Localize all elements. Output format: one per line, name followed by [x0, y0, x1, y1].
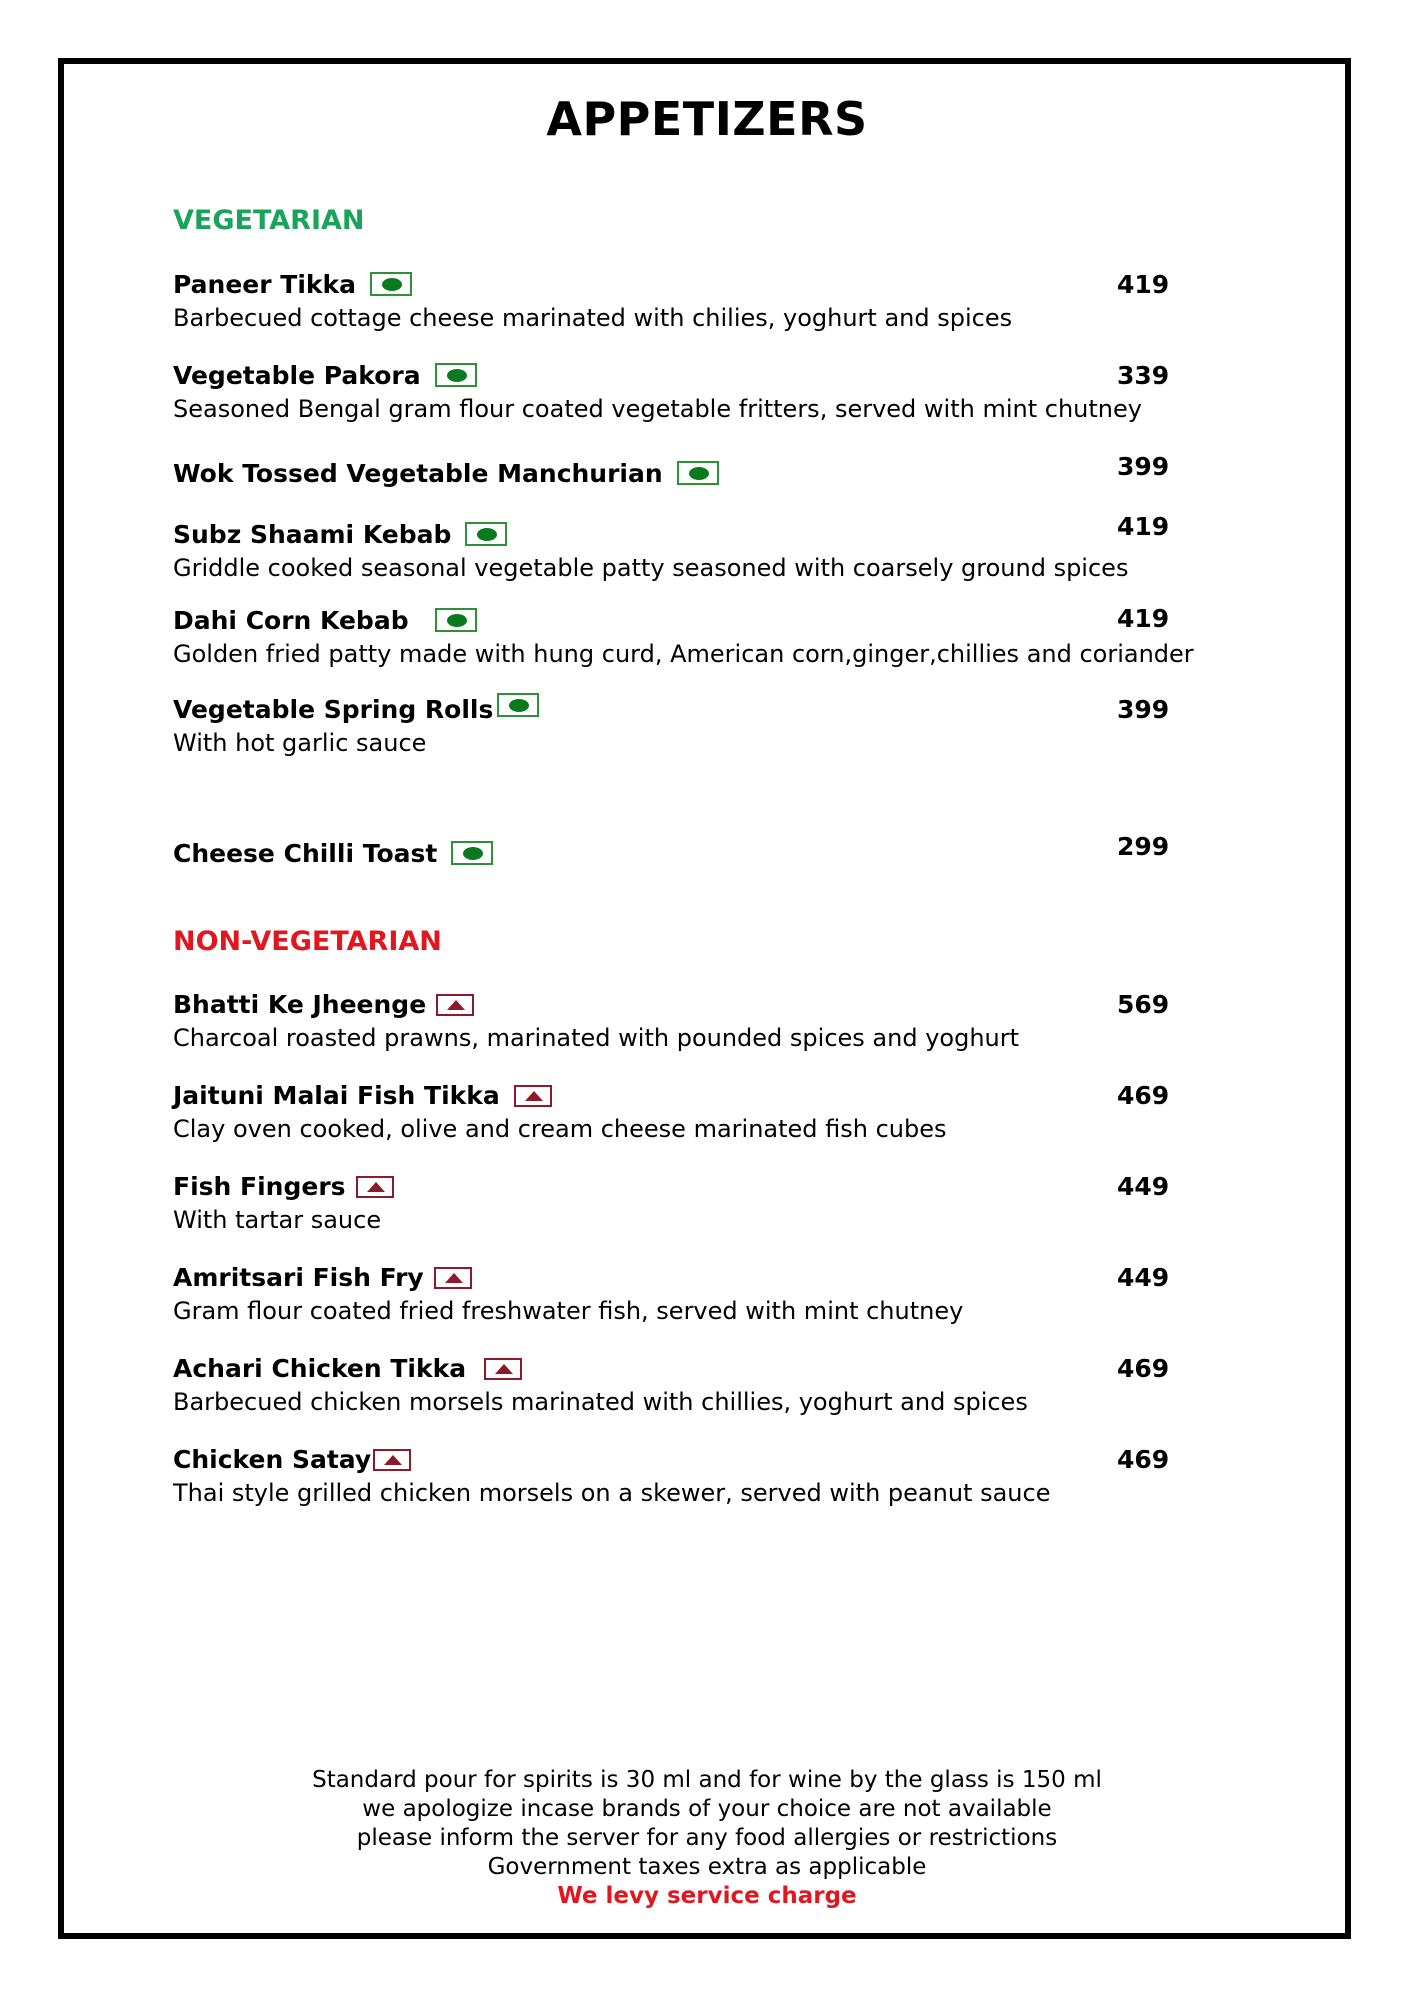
footer-pour-note: Standard pour for spirits is 30 ml and for wine by the glass is 150 ml [312, 1767, 1102, 1793]
footer-taxes-note: Government taxes extra as applicable [487, 1854, 927, 1880]
menu-item [173, 1261, 1223, 1327]
item-price: 339 [1117, 361, 1170, 390]
item-name: Dahi Corn Kebab [173, 606, 409, 635]
item-name: Subz Shaami Kebab [173, 520, 452, 549]
item-name: Jaituni Malai Fish Tikka [173, 1081, 500, 1110]
item-price: 299 [1117, 832, 1170, 861]
item-description: Charcoal roasted prawns, marinated with pounded spices and yoghurt [173, 1024, 1020, 1052]
veg-symbol-icon [435, 608, 477, 632]
item-description: Seasoned Bengal gram flour coated vegetable fritters, served with mint chutney [173, 395, 1142, 423]
veg-symbol-icon [497, 693, 539, 717]
item-price: 469 [1117, 1081, 1170, 1110]
menu-item [173, 1170, 1223, 1236]
item-name: Vegetable Spring Rolls [173, 695, 494, 724]
footer-notes [0, 1766, 1414, 1911]
item-price: 449 [1117, 1172, 1170, 1201]
menu-item [173, 1352, 1223, 1418]
menu-item [173, 1443, 1223, 1509]
item-name: Wok Tossed Vegetable Manchurian [173, 459, 663, 488]
item-price: 419 [1117, 512, 1170, 541]
menu-item [173, 518, 1223, 584]
non-vegetarian-heading: NON-VEGETARIAN [173, 926, 442, 957]
footer-allergy-note: please inform the server for any food allergies or restrictions [356, 1825, 1058, 1851]
item-description: Gram flour coated fried freshwater fish, served with mint chutney [173, 1297, 964, 1325]
item-description: Barbecued cottage cheese marinated with chilies, yoghurt and spices [173, 304, 1013, 332]
item-price: 419 [1117, 270, 1170, 299]
veg-symbol-icon [451, 841, 493, 865]
item-description: With tartar sauce [173, 1206, 382, 1234]
item-price: 449 [1117, 1263, 1170, 1292]
item-name: Amritsari Fish Fry [173, 1263, 424, 1292]
veg-symbol-icon [677, 461, 719, 485]
item-price: 469 [1117, 1354, 1170, 1383]
menu-item [173, 359, 1223, 425]
menu-item [173, 837, 1223, 871]
non-veg-symbol-icon [373, 1449, 411, 1471]
vegetarian-heading: VEGETARIAN [173, 205, 365, 236]
menu-item [173, 988, 1223, 1054]
item-description: Barbecued chicken morsels marinated with chillies, yoghurt and spices [173, 1388, 1028, 1416]
footer-brands-note: we apologize incase brands of your choice are not available [362, 1796, 1052, 1822]
item-price: 569 [1117, 990, 1170, 1019]
menu-item [173, 604, 1223, 670]
item-price: 399 [1117, 695, 1170, 724]
veg-symbol-icon [370, 272, 412, 296]
item-description: Griddle cooked seasonal vegetable patty seasoned with coarsely ground spices [173, 554, 1129, 582]
item-name: Fish Fingers [173, 1172, 346, 1201]
item-name: Bhatti Ke Jheenge [173, 990, 427, 1019]
menu-item [173, 457, 1223, 491]
menu-item [173, 268, 1223, 334]
service-charge-note: We levy service charge [557, 1883, 857, 1909]
menu-item [173, 693, 1223, 759]
item-description: Thai style grilled chicken morsels on a skewer, served with peanut sauce [173, 1479, 1051, 1507]
non-veg-symbol-icon [434, 1267, 472, 1289]
veg-symbol-icon [465, 522, 507, 546]
item-name: Vegetable Pakora [173, 361, 421, 390]
item-name: Achari Chicken Tikka [173, 1354, 467, 1383]
non-veg-symbol-icon [356, 1176, 394, 1198]
non-veg-symbol-icon [436, 994, 474, 1016]
menu-item [173, 1079, 1223, 1145]
item-price: 419 [1117, 604, 1170, 633]
item-name: Chicken Satay [173, 1445, 372, 1474]
veg-symbol-icon [435, 363, 477, 387]
item-description: Golden fried patty made with hung curd, American corn,ginger,chillies and coriander [173, 640, 1194, 668]
non-veg-symbol-icon [514, 1085, 552, 1107]
item-description: With hot garlic sauce [173, 729, 427, 757]
item-name: Cheese Chilli Toast [173, 839, 438, 868]
non-veg-symbol-icon [484, 1358, 522, 1380]
item-price: 399 [1117, 452, 1170, 481]
item-price: 469 [1117, 1445, 1170, 1474]
page-title: APPETIZERS [546, 92, 868, 146]
item-name: Paneer Tikka [173, 270, 357, 299]
item-description: Clay oven cooked, olive and cream cheese marinated fish cubes [173, 1115, 947, 1143]
